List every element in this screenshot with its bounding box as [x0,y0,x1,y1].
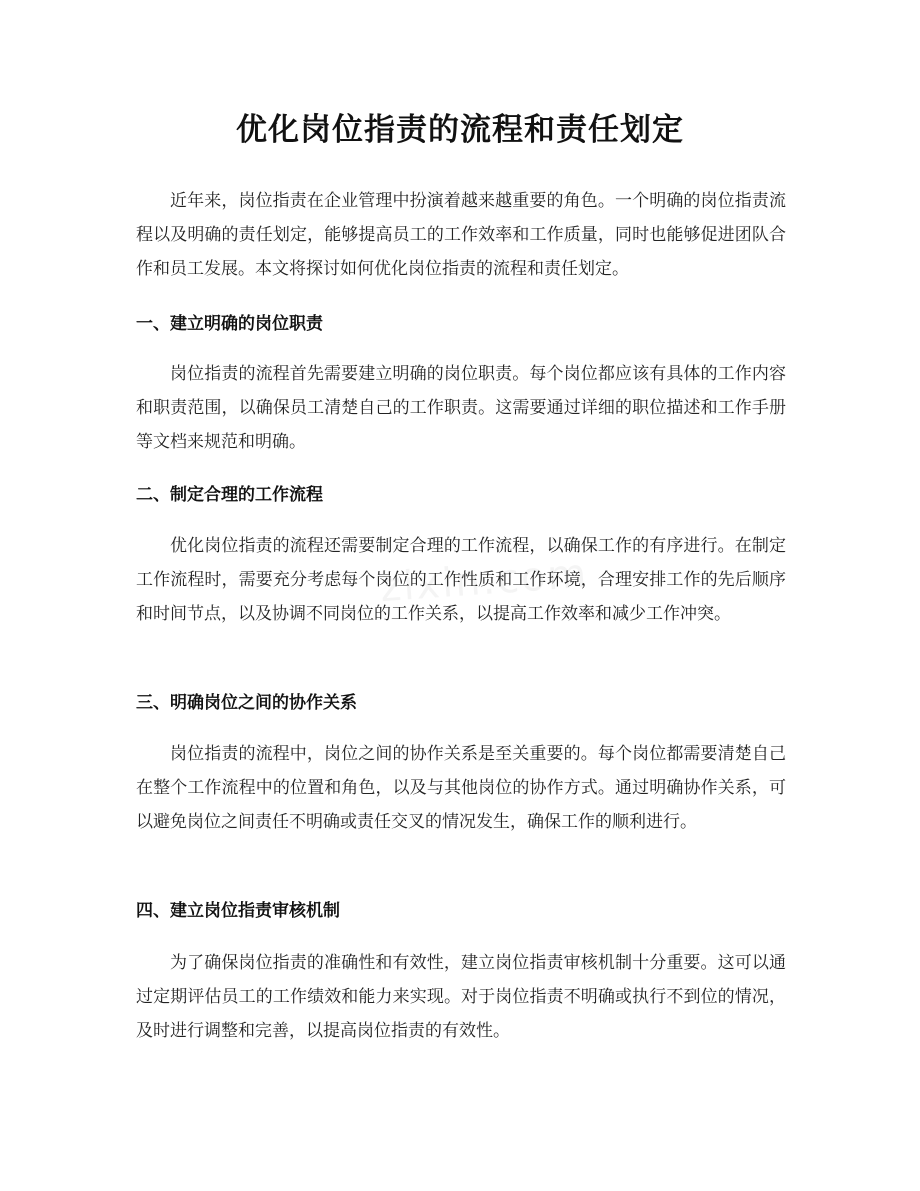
section-1-heading: 一、建立明确的岗位职责 [136,314,323,334]
section-4-heading: 四、建立岗位指责审核机制 [136,901,340,921]
section-1-body: 岗位指责的流程首先需要建立明确的岗位职责。每个岗位都应该有具体的工作内容和职责范围，以确保员工清楚自己的工作职责。这需要通过详细的职位描述和工作手册等文档来规范和明确。 [136,364,786,452]
section-3-body: 岗位指责的流程中，岗位之间的协作关系是至关重要的。每个岗位都需要清楚自己在整个工作流程中的位置和角色，以及与其他岗位的协作方式。通过明确协作关系，可以避免岗位之间责任不明确或责任交叉的情况发生，确保工作的顺利进行。 [136,744,786,832]
section-3-heading: 三、明确岗位之间的协作关系 [136,693,357,713]
section-2-heading: 二、制定合理的工作流程 [136,485,323,505]
intro-paragraph: 近年来，岗位指责在企业管理中扮演着越来越重要的角色。一个明确的岗位指责流程以及明确的责任划定，能够提高员工的工作效率和工作质量，同时也能够促进团队合作和员工发展。本文将探讨如何优化岗位指责的流程和责任划定。 [136,191,786,279]
page-title: 优化岗位指责的流程和责任划定 [236,112,684,148]
section-2-body: 优化岗位指责的流程还需要制定合理的工作流程，以确保工作的有序进行。在制定工作流程时，需要充分考虑每个岗位的工作性质和工作环境，合理安排工作的先后顺序和时间节点，以及协调不同岗位的工作关系，以提高工作效率和减少工作冲突。 [136,536,786,624]
section-4-body: 为了确保岗位指责的准确性和有效性，建立岗位指责审核机制十分重要。这可以通过定期评估员工的工作绩效和能力来实现。对于岗位指责不明确或执行不到位的情况，及时进行调整和完善，以提高岗位指责的有效性。 [136,953,786,1041]
